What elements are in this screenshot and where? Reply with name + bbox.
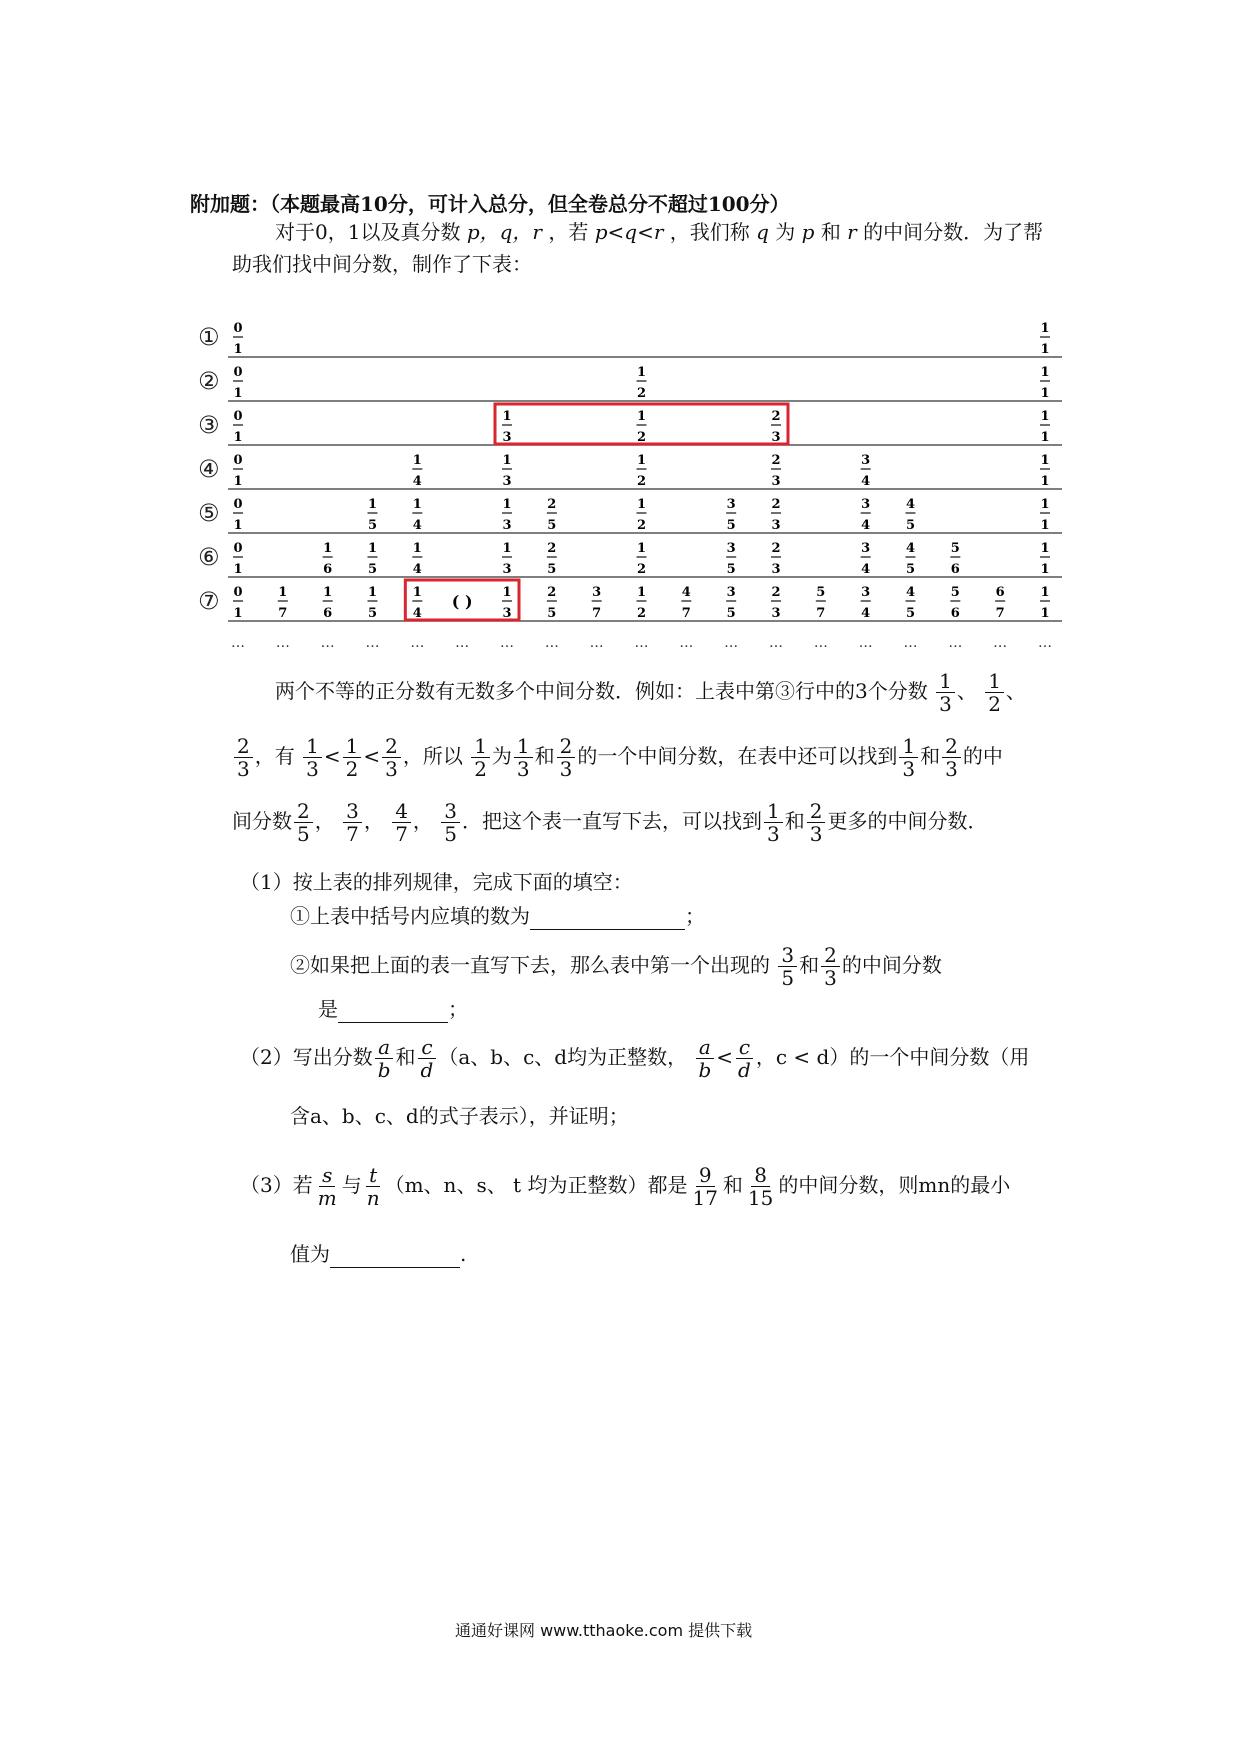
fraction-numerator: 1 (636, 453, 647, 468)
q3-end: . (460, 1242, 467, 1266)
fraction-denominator: 1 (1040, 430, 1050, 445)
ellipsis-mark: … (858, 635, 873, 651)
fraction-denominator: 3 (771, 562, 781, 577)
ellipsis-mark: … (410, 635, 425, 651)
fraction-numerator: 1 (412, 453, 422, 468)
fraction-numerator: 1 (323, 585, 333, 600)
fraction-denominator: 6 (323, 606, 333, 621)
fraction-numerator: 0 (233, 409, 243, 424)
para-text: 的中 (962, 744, 1003, 768)
fraction-denominator: 1 (1040, 606, 1050, 621)
ellipsis-mark: … (813, 635, 828, 651)
fraction-2-3: $\frac{2}{3}$ (382, 735, 401, 780)
fraction-numerator: 1 (1040, 585, 1050, 600)
intro-text: 的中间分数．为了帮 (863, 220, 1044, 244)
fraction-denominator: 5 (367, 606, 378, 621)
fraction-numerator: 4 (681, 585, 691, 600)
intro-text: ，我们称 (669, 220, 750, 244)
fraction-3-5: $\frac{3}{5}$ (778, 944, 797, 989)
fraction-numerator: 1 (1040, 321, 1050, 336)
fraction-numerator: 5 (950, 585, 960, 600)
intro-condition: p<q<r (594, 220, 664, 244)
q1-sub2 (290, 944, 942, 989)
para-text: 、 (1005, 679, 1026, 703)
q2-text: 和 (395, 1045, 416, 1069)
intro-vars: p，q，r (466, 220, 542, 244)
q1-title: （1）按上表的排列规律，完成下面的填空： (240, 870, 633, 894)
fraction-denominator: 5 (547, 562, 557, 577)
row-label: ⑤ (198, 499, 220, 527)
q3-line-2 (290, 1240, 466, 1268)
para-text: 为 (491, 744, 512, 768)
para-text: ，所以 (402, 744, 463, 768)
fraction-numerator: 1 (636, 365, 647, 380)
fraction-8-15: $\frac{8}{15}$ (747, 1163, 774, 1210)
q3-line-1 (240, 1164, 1010, 1209)
intro-text: 对于0，1以及真分数 (275, 220, 461, 244)
ellipsis-mark: … (500, 635, 514, 651)
fraction-denominator: 3 (502, 606, 512, 621)
fraction-numerator: 3 (592, 585, 602, 600)
q1-sub2-text: ②如果把上面的表一直写下去，那么表中第一个出现的 (290, 953, 770, 977)
fraction-numerator: 3 (726, 497, 736, 512)
fraction-numerator: 0 (233, 497, 243, 512)
row-label: ⑥ (198, 543, 220, 571)
fraction-denominator: 6 (323, 562, 333, 577)
fraction-1-3: $\frac{1}{3}$ (764, 800, 783, 845)
fraction-denominator: 1 (233, 606, 243, 621)
fraction-numerator: 1 (502, 453, 512, 468)
fraction-denominator: 5 (367, 518, 378, 533)
fraction-denominator: 6 (950, 606, 960, 621)
fraction-denominator: 4 (412, 474, 422, 489)
fraction-denominator: 4 (861, 518, 871, 533)
ellipsis-mark: … (455, 635, 470, 651)
fraction-denominator: 4 (861, 474, 871, 489)
para-text: 和 (920, 744, 941, 768)
less-than: < (716, 1045, 734, 1069)
ellipsis-mark: … (679, 635, 694, 651)
fraction-numerator: 2 (771, 453, 781, 468)
fraction-denominator: 1 (1040, 342, 1050, 357)
fraction-numerator: 4 (905, 585, 916, 600)
heading: 附加题：（本题最高10分，可计入总分，但全卷总分不超过100分） (190, 192, 790, 216)
ellipsis-mark: … (365, 635, 380, 651)
fraction-a-b: $\frac{a}{b}$ (695, 1036, 714, 1081)
q1-sub2-text: 是 (318, 997, 338, 1021)
ellipsis-mark: … (634, 635, 649, 651)
fraction-denominator: 3 (502, 562, 512, 577)
fraction-denominator: 5 (905, 606, 916, 621)
fraction-3-7: $\frac{3}{7}$ (343, 800, 362, 845)
fraction-denominator: 2 (636, 562, 647, 577)
fraction-numerator: 0 (233, 453, 243, 468)
fraction-numerator: 1 (502, 497, 512, 512)
fraction-denominator: 4 (861, 606, 871, 621)
fraction-1-3: $\frac{1}{3}$ (303, 735, 322, 780)
row-label: ⑦ (198, 587, 220, 615)
ellipsis-mark: … (231, 635, 245, 651)
fraction-numerator: 2 (547, 541, 557, 556)
fraction-denominator: 7 (816, 606, 826, 621)
fraction-denominator: 1 (1040, 562, 1050, 577)
fraction-numerator: 2 (547, 497, 557, 512)
intro-text: ，若 (548, 220, 589, 244)
intro-line-1 (275, 218, 1043, 246)
fraction-1-3: $\frac{1}{3}$ (936, 670, 955, 715)
fraction-denominator: 1 (233, 430, 243, 445)
ellipsis-mark: … (724, 635, 739, 651)
fraction-numerator: 1 (278, 585, 288, 600)
fraction-numerator: 1 (367, 497, 378, 512)
fraction-numerator: 1 (636, 409, 647, 424)
less-than: < (363, 744, 381, 768)
fraction-numerator: 5 (950, 541, 960, 556)
fraction-2-3: $\frac{2}{3}$ (234, 735, 253, 780)
fraction-numerator: 0 (233, 321, 243, 336)
fraction-denominator: 3 (502, 430, 512, 445)
fraction-denominator: 1 (1040, 474, 1050, 489)
fraction-denominator: 4 (861, 562, 871, 577)
q1-sub1 (290, 902, 705, 930)
fraction-1-2: $\frac{1}{2}$ (985, 670, 1004, 715)
fraction-c-d: $\frac{c}{d}$ (418, 1036, 437, 1081)
ellipsis-mark: … (544, 635, 559, 651)
fraction-denominator: 5 (726, 562, 736, 577)
fraction-numerator: 3 (726, 585, 736, 600)
fraction-numerator: 1 (1040, 541, 1050, 556)
fraction-denominator: 3 (771, 606, 781, 621)
q3-text: 值为 (290, 1242, 330, 1266)
fraction-2-3: $\frac{2}{3}$ (821, 944, 840, 989)
fraction-numerator: 0 (233, 365, 243, 380)
row-label: ③ (198, 411, 220, 439)
q1-sub2-line2 (318, 995, 468, 1023)
fraction-denominator: 7 (995, 606, 1005, 621)
fraction-denominator: 6 (950, 562, 960, 577)
q1-sub2-text: 和 (799, 953, 820, 977)
fraction-placeholder: ( ) (451, 592, 473, 611)
q3-text: （3）若 (240, 1173, 313, 1197)
fraction-denominator: 1 (233, 342, 243, 357)
q2-text: ，c < d）的一个中间分数（用 (755, 1045, 1030, 1069)
fraction-denominator: 4 (412, 518, 422, 533)
fraction-numerator: 1 (412, 497, 422, 512)
fraction-1-3: $\frac{1}{3}$ (514, 735, 533, 780)
para-text: ．把这个表一直写下去，可以找到 (462, 809, 763, 833)
fraction-1-2: $\frac{1}{2}$ (343, 735, 362, 780)
intro-text: 和 (820, 220, 841, 244)
fraction-denominator: 4 (412, 562, 422, 577)
row-label: ② (198, 367, 220, 395)
var-p: p (801, 220, 815, 244)
less-than: < (323, 744, 341, 768)
q3-answer-blank[interactable] (330, 1245, 460, 1268)
para-text: 两个不等的正分数有无数多个中间分数．例如：上表中第③行中的3个分数 (275, 679, 928, 703)
ellipsis-mark: … (948, 635, 963, 651)
fraction-table (190, 310, 1070, 670)
fraction-denominator: 5 (367, 562, 378, 577)
row-label: ④ (198, 455, 220, 483)
para-line-3 (232, 800, 987, 845)
fraction-2-3: $\frac{2}{3}$ (942, 735, 961, 780)
para-text: ， (412, 809, 433, 833)
fraction-numerator: 1 (1040, 409, 1050, 424)
fraction-t-n: $\frac{t}{n}$ (366, 1163, 380, 1210)
row-label: ① (198, 323, 220, 351)
ellipsis-mark: … (993, 635, 1008, 651)
fraction-denominator: 7 (681, 606, 691, 621)
fraction-denominator: 3 (502, 518, 512, 533)
fraction-2-3: $\frac{2}{3}$ (807, 800, 826, 845)
fraction-denominator: 1 (233, 386, 243, 401)
q2-line-2: 含a、b、c、d的式子表示），并证明； (290, 1104, 629, 1128)
fraction-numerator: 0 (233, 541, 243, 556)
ellipsis-mark: … (1038, 635, 1052, 651)
ellipsis-mark: … (320, 635, 335, 651)
fraction-denominator: 1 (1040, 386, 1050, 401)
var-q: q (756, 220, 769, 244)
fraction-denominator: 1 (233, 518, 243, 533)
intro-text: 为 (775, 220, 796, 244)
fraction-denominator: 1 (1040, 518, 1050, 533)
fraction-numerator: 1 (1040, 365, 1050, 380)
fraction-9-17: $\frac{9}{17}$ (692, 1163, 718, 1210)
fraction-numerator: 1 (502, 585, 512, 600)
fraction-denominator: 5 (547, 518, 557, 533)
para-text: ， (314, 809, 335, 833)
fraction-denominator: 2 (636, 430, 647, 445)
fraction-a-b: $\frac{a}{b}$ (375, 1036, 394, 1081)
fraction-numerator: 2 (771, 541, 781, 556)
para-text: ，有 (254, 744, 295, 768)
q1-sub1-text: ①上表中括号内应填的数为 (290, 904, 530, 928)
fraction-numerator: 4 (905, 497, 916, 512)
fraction-4-7: $\frac{4}{7}$ (392, 800, 411, 845)
fraction-denominator: 3 (771, 518, 781, 533)
fraction-numerator: 1 (636, 541, 647, 556)
ellipsis-mark: … (903, 635, 918, 651)
fraction-denominator: 3 (502, 474, 512, 489)
fraction-3-5: $\frac{3}{5}$ (441, 800, 460, 845)
fraction-numerator: 1 (1040, 497, 1050, 512)
q1-sub2-answer-blank[interactable] (338, 1000, 448, 1023)
q1-sub1-end: ； (685, 904, 705, 928)
fraction-denominator: 5 (905, 562, 916, 577)
fraction-numerator: 1 (367, 541, 378, 556)
fraction-numerator: 3 (861, 453, 871, 468)
fraction-numerator: 1 (323, 541, 333, 556)
fraction-numerator: 3 (861, 541, 871, 556)
q3-text: 与 (341, 1173, 362, 1197)
fraction-numerator: 1 (636, 497, 647, 512)
para-line-2 (232, 735, 1003, 780)
fraction-denominator: 2 (636, 518, 647, 533)
q3-text: 的中间分数，则mn的最小 (778, 1173, 1011, 1197)
fraction-numerator: 2 (771, 497, 781, 512)
fraction-denominator: 5 (547, 606, 557, 621)
fraction-denominator: 2 (636, 606, 647, 621)
q1-sub1-answer-blank[interactable] (530, 907, 685, 930)
para-text: 间分数 (232, 809, 292, 833)
q1-sub2-end: ； (448, 997, 468, 1021)
para-text: 和 (784, 809, 805, 833)
para-line-1 (275, 670, 1026, 715)
fraction-denominator: 1 (233, 474, 243, 489)
q2-text: （2）写出分数 (240, 1045, 373, 1069)
ellipsis-mark: … (275, 635, 290, 651)
fraction-denominator: 5 (905, 518, 916, 533)
q3-text: 和 (722, 1173, 743, 1197)
intro-line-2: 助我们找中间分数，制作了下表： (232, 252, 532, 276)
fraction-numerator: 1 (367, 585, 378, 600)
fraction-numerator: 3 (726, 541, 736, 556)
fraction-numerator: 6 (995, 585, 1005, 600)
para-text: 的一个中间分数，在表中还可以找到 (577, 744, 898, 768)
fraction-denominator: 3 (771, 474, 781, 489)
q1-sub2-text: 的中间分数 (841, 953, 942, 977)
fraction-numerator: 0 (233, 585, 243, 600)
fraction-numerator: 2 (547, 585, 557, 600)
para-text: 和 (534, 744, 555, 768)
fraction-numerator: 2 (771, 585, 781, 600)
var-r: r (847, 220, 857, 244)
fraction-denominator: 4 (412, 606, 422, 621)
fraction-1-2: $\frac{1}{2}$ (471, 735, 490, 780)
fraction-c-d: $\frac{c}{d}$ (735, 1036, 754, 1081)
fraction-numerator: 1 (1040, 453, 1050, 468)
fraction-denominator: 1 (233, 562, 243, 577)
para-text: 更多的中间分数． (827, 809, 988, 833)
fraction-numerator: 3 (861, 497, 871, 512)
fraction-denominator: 5 (726, 518, 736, 533)
fraction-numerator: 1 (502, 409, 512, 424)
fraction-2-3: $\frac{2}{3}$ (557, 735, 576, 780)
q2-line-1 (240, 1036, 1029, 1081)
fraction-numerator: 1 (412, 585, 422, 600)
fraction-denominator: 5 (726, 606, 736, 621)
fraction-numerator: 1 (502, 541, 512, 556)
footer-credit: 通通好课网 www.tthaoke.com 提供下载 (455, 1621, 753, 1640)
fraction-denominator: 2 (636, 474, 647, 489)
fraction-denominator: 7 (592, 606, 602, 621)
fraction-1-3: $\frac{1}{3}$ (899, 735, 918, 780)
fraction-denominator: 2 (636, 386, 647, 401)
fraction-2-5: $\frac{2}{5}$ (294, 800, 313, 845)
fraction-denominator: 3 (771, 430, 781, 445)
fraction-numerator: 1 (412, 541, 422, 556)
fraction-numerator: 1 (636, 585, 647, 600)
fraction-numerator: 4 (905, 541, 916, 556)
q3-text: （m、n、s、 t 均为正整数）都是 (384, 1173, 688, 1197)
fraction-numerator: 5 (816, 585, 826, 600)
ellipsis-mark: … (769, 635, 783, 651)
para-text: 、 (956, 679, 977, 703)
para-text: ， (363, 809, 384, 833)
q2-text: （a、b、c、d均为正整数， (438, 1045, 688, 1069)
fraction-denominator: 7 (278, 606, 288, 621)
ellipsis-mark: … (589, 635, 604, 651)
fraction-s-m: $\frac{s}{m}$ (317, 1163, 337, 1210)
fraction-numerator: 2 (771, 409, 781, 424)
fraction-numerator: 3 (861, 585, 871, 600)
